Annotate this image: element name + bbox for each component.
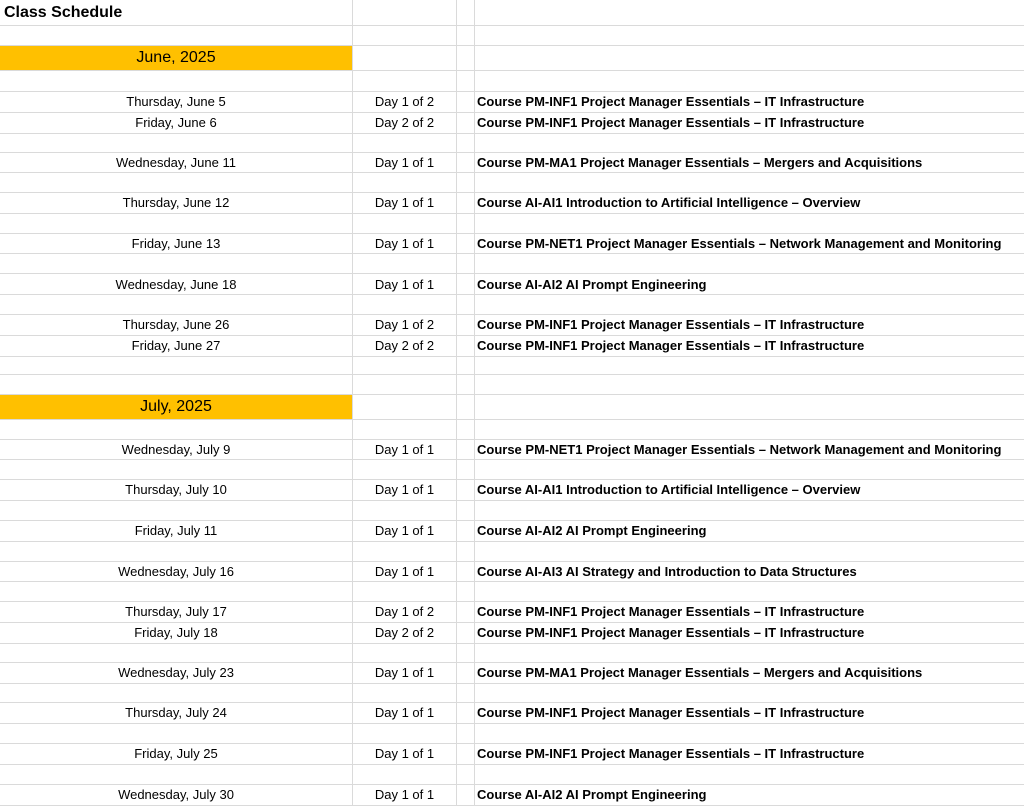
grid-row-line	[0, 459, 1024, 460]
day-cell[interactable]: Day 1 of 1	[374, 523, 435, 538]
date-cell[interactable]: Friday, June 6	[135, 115, 217, 130]
grid-row-line	[0, 335, 1024, 336]
grid-column-line	[474, 0, 475, 806]
grid-row-line	[0, 233, 1024, 234]
course-cell[interactable]: Course PM-MA1 Project Manager Essentials – Mergers and Acquisitions	[477, 665, 923, 680]
course-cell[interactable]: Course PM-INF1 Project Manager Essentials – IT Infrastructure	[477, 94, 865, 109]
date-cell[interactable]: Thursday, June 5	[126, 94, 226, 109]
day-cell[interactable]: Day 1 of 2	[374, 317, 435, 332]
grid-row-line	[0, 374, 1024, 375]
date-cell[interactable]: Friday, June 27	[131, 338, 221, 353]
grid-row-line	[0, 601, 1024, 602]
grid-row-line	[0, 743, 1024, 744]
grid-row-line	[0, 70, 1024, 71]
course-cell[interactable]: Course PM-INF1 Project Manager Essentials – IT Infrastructure	[477, 705, 865, 720]
course-cell[interactable]: Course AI-AI3 AI Strategy and Introduction to Data Structures	[477, 564, 857, 579]
grid-row-line	[0, 520, 1024, 521]
grid-row-line	[0, 294, 1024, 295]
course-cell[interactable]: Course AI-AI1 Introduction to Artificial Intelligence – Overview	[477, 195, 861, 210]
course-cell[interactable]: Course AI-AI2 AI Prompt Engineering	[477, 787, 707, 802]
grid-row-line	[0, 784, 1024, 785]
grid-row-line	[0, 723, 1024, 724]
month-header-july[interactable]: July, 2025	[0, 395, 352, 419]
course-cell[interactable]: Course AI-AI2 AI Prompt Engineering	[477, 523, 707, 538]
grid-row-line	[0, 662, 1024, 663]
grid-row-line	[0, 764, 1024, 765]
grid-row-line	[0, 253, 1024, 254]
grid-row-line	[0, 213, 1024, 214]
sheet-title[interactable]: Class Schedule	[4, 4, 123, 21]
grid-row-line	[0, 500, 1024, 501]
grid-row-line	[0, 541, 1024, 542]
course-cell[interactable]: Course PM-INF1 Project Manager Essentials – IT Infrastructure	[477, 746, 865, 761]
date-cell[interactable]: Wednesday, July 30	[118, 787, 234, 802]
date-cell[interactable]: Thursday, July 10	[125, 482, 227, 497]
grid-row-line	[0, 479, 1024, 480]
grid-column-line	[456, 0, 457, 806]
date-cell[interactable]: Friday, July 25	[134, 746, 218, 761]
day-cell[interactable]: Day 1 of 1	[374, 482, 435, 497]
date-cell[interactable]: Thursday, June 12	[122, 195, 230, 210]
grid-row-line	[0, 25, 1024, 26]
day-cell[interactable]: Day 2 of 2	[374, 338, 435, 353]
day-cell[interactable]: Day 1 of 1	[374, 277, 435, 292]
grid-row-line	[0, 356, 1024, 357]
grid-row-line	[0, 622, 1024, 623]
grid-row-line	[0, 394, 1024, 395]
date-cell[interactable]: Wednesday, July 23	[118, 665, 234, 680]
grid-row-line	[0, 133, 1024, 134]
grid-row-line	[0, 581, 1024, 582]
date-cell[interactable]: Wednesday, July 9	[121, 442, 231, 457]
grid-row-line	[0, 192, 1024, 193]
course-cell[interactable]: Course PM-INF1 Project Manager Essentials – IT Infrastructure	[477, 625, 865, 640]
day-cell[interactable]: Day 1 of 1	[374, 195, 435, 210]
grid-row-line	[0, 439, 1024, 440]
date-cell[interactable]: Thursday, July 17	[125, 604, 227, 619]
grid-row-line	[0, 683, 1024, 684]
grid-row-line	[0, 91, 1024, 92]
date-cell[interactable]: Friday, July 11	[134, 523, 218, 538]
grid-row-line	[0, 45, 1024, 46]
day-cell[interactable]: Day 2 of 2	[374, 625, 435, 640]
day-cell[interactable]: Day 1 of 1	[374, 705, 435, 720]
grid-row-line	[0, 172, 1024, 173]
course-cell[interactable]: Course PM-INF1 Project Manager Essentials – IT Infrastructure	[477, 338, 865, 353]
day-cell[interactable]: Day 1 of 1	[374, 564, 435, 579]
grid-row-line	[0, 112, 1024, 113]
day-cell[interactable]: Day 1 of 1	[374, 236, 435, 251]
date-cell[interactable]: Wednesday, June 11	[116, 155, 236, 170]
course-cell[interactable]: Course PM-NET1 Project Manager Essentials – Network Management and Monitoring	[477, 442, 1002, 457]
day-cell[interactable]: Day 1 of 2	[374, 94, 435, 109]
day-cell[interactable]: Day 1 of 1	[374, 787, 435, 802]
course-cell[interactable]: Course AI-AI1 Introduction to Artificial Intelligence – Overview	[477, 482, 861, 497]
course-cell[interactable]: Course PM-INF1 Project Manager Essentials – IT Infrastructure	[477, 115, 865, 130]
month-header-june[interactable]: June, 2025	[0, 46, 352, 70]
date-cell[interactable]: Friday, June 13	[131, 236, 221, 251]
date-cell[interactable]: Thursday, June 26	[122, 317, 230, 332]
course-cell[interactable]: Course PM-INF1 Project Manager Essentials – IT Infrastructure	[477, 604, 865, 619]
date-cell[interactable]: Wednesday, July 16	[118, 564, 234, 579]
grid-row-line	[0, 273, 1024, 274]
grid-row-line	[0, 561, 1024, 562]
date-cell[interactable]: Friday, July 18	[134, 625, 218, 640]
date-cell[interactable]: Thursday, July 24	[125, 705, 227, 720]
day-cell[interactable]: Day 1 of 1	[374, 155, 435, 170]
course-cell[interactable]: Course PM-INF1 Project Manager Essentials – IT Infrastructure	[477, 317, 865, 332]
course-cell[interactable]: Course PM-NET1 Project Manager Essentials – Network Management and Monitoring	[477, 236, 1002, 251]
grid-row-line	[0, 643, 1024, 644]
day-cell[interactable]: Day 1 of 1	[374, 665, 435, 680]
grid-row-line	[0, 314, 1024, 315]
date-cell[interactable]: Wednesday, June 18	[115, 277, 237, 292]
grid-column-line	[352, 0, 353, 806]
day-cell[interactable]: Day 1 of 1	[374, 746, 435, 761]
grid-row-line	[0, 152, 1024, 153]
course-cell[interactable]: Course AI-AI2 AI Prompt Engineering	[477, 277, 707, 292]
grid-row-line	[0, 702, 1024, 703]
day-cell[interactable]: Day 2 of 2	[374, 115, 435, 130]
day-cell[interactable]: Day 1 of 2	[374, 604, 435, 619]
grid-row-line	[0, 419, 1024, 420]
day-cell[interactable]: Day 1 of 1	[374, 442, 435, 457]
course-cell[interactable]: Course PM-MA1 Project Manager Essentials – Mergers and Acquisitions	[477, 155, 923, 170]
